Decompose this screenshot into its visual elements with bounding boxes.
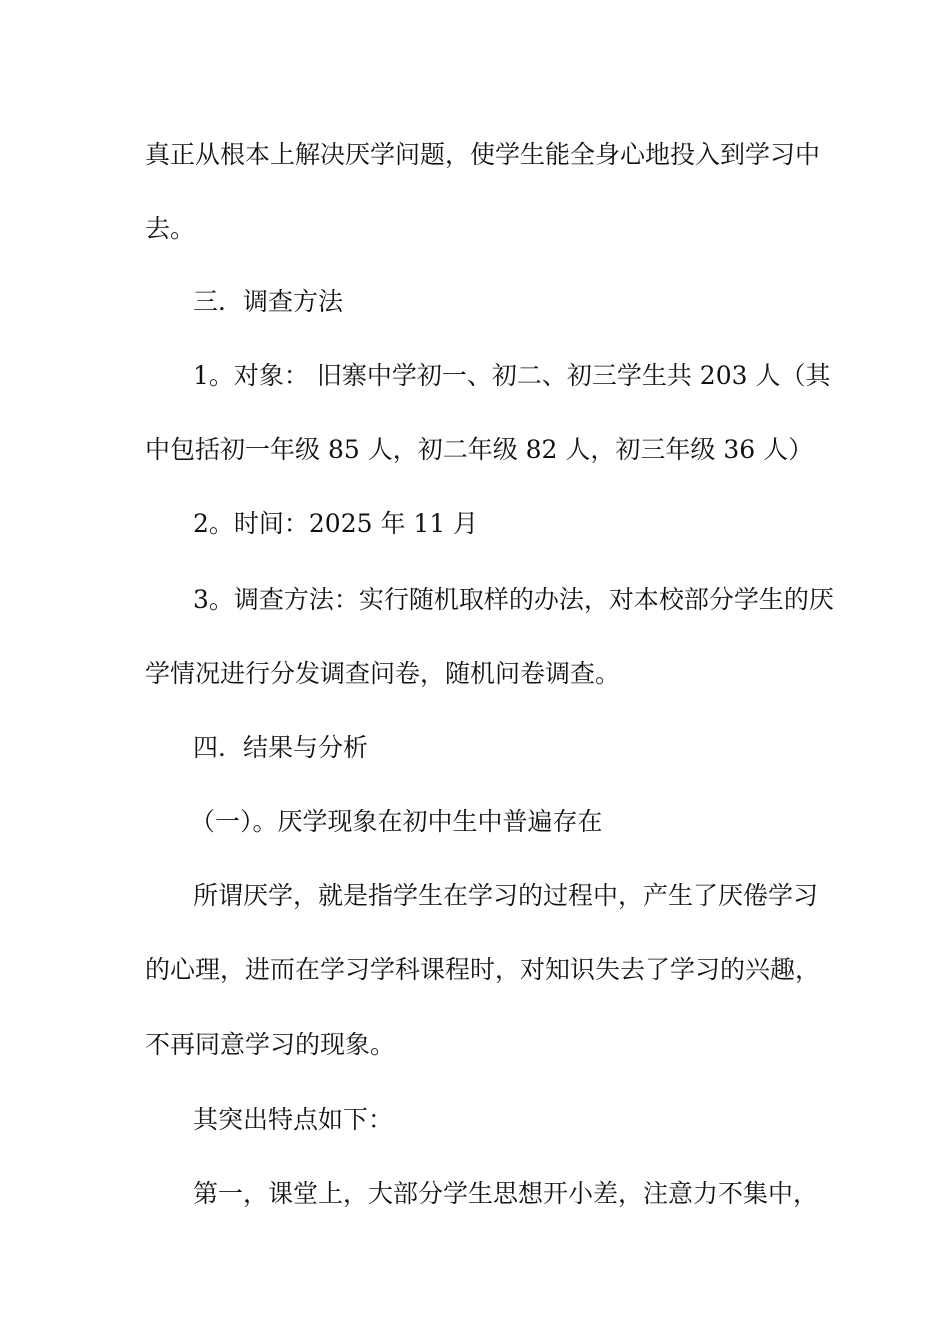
paragraph-line: 不再同意学习的现象。 [145,1030,396,1059]
subsection-heading: （一）。厌学现象在初中生中普遍存在 [190,807,603,836]
paragraph-line: 2。时间：2025 年 11 月 [193,509,479,538]
paragraph-line: 的心理，进而在学习学科课程时，对知识失去了学习的兴趣， [145,955,821,984]
paragraph-line: 所谓厌学，就是指学生在学习的过程中，产生了厌倦学习 [193,881,819,910]
paragraph-line: 1。对象： 旧寨中学初一、初二、初三学生共 203 人（其 [193,361,831,390]
paragraph-line: 第一，课堂上，大部分学生思想开小差，注意力不集中， [193,1179,819,1208]
paragraph-line: 其突出特点如下： [193,1105,394,1134]
section-heading: 三．调查方法 [193,287,344,316]
paragraph-line: 真正从根本上解决厌学问题，使学生能全身心地投入到学习中 [145,140,821,169]
paragraph-line: 3。调查方法：实行随机取样的办法，对本校部分学生的厌 [193,585,834,614]
paragraph-line: 去。 [145,214,196,243]
section-heading: 四．结果与分析 [193,733,369,762]
paragraph-line: 中包括初一年级 85 人，初二年级 82 人，初三年级 36 人） [145,435,814,464]
paragraph-line: 学情况进行分发调查问卷，随机问卷调查。 [145,659,621,688]
